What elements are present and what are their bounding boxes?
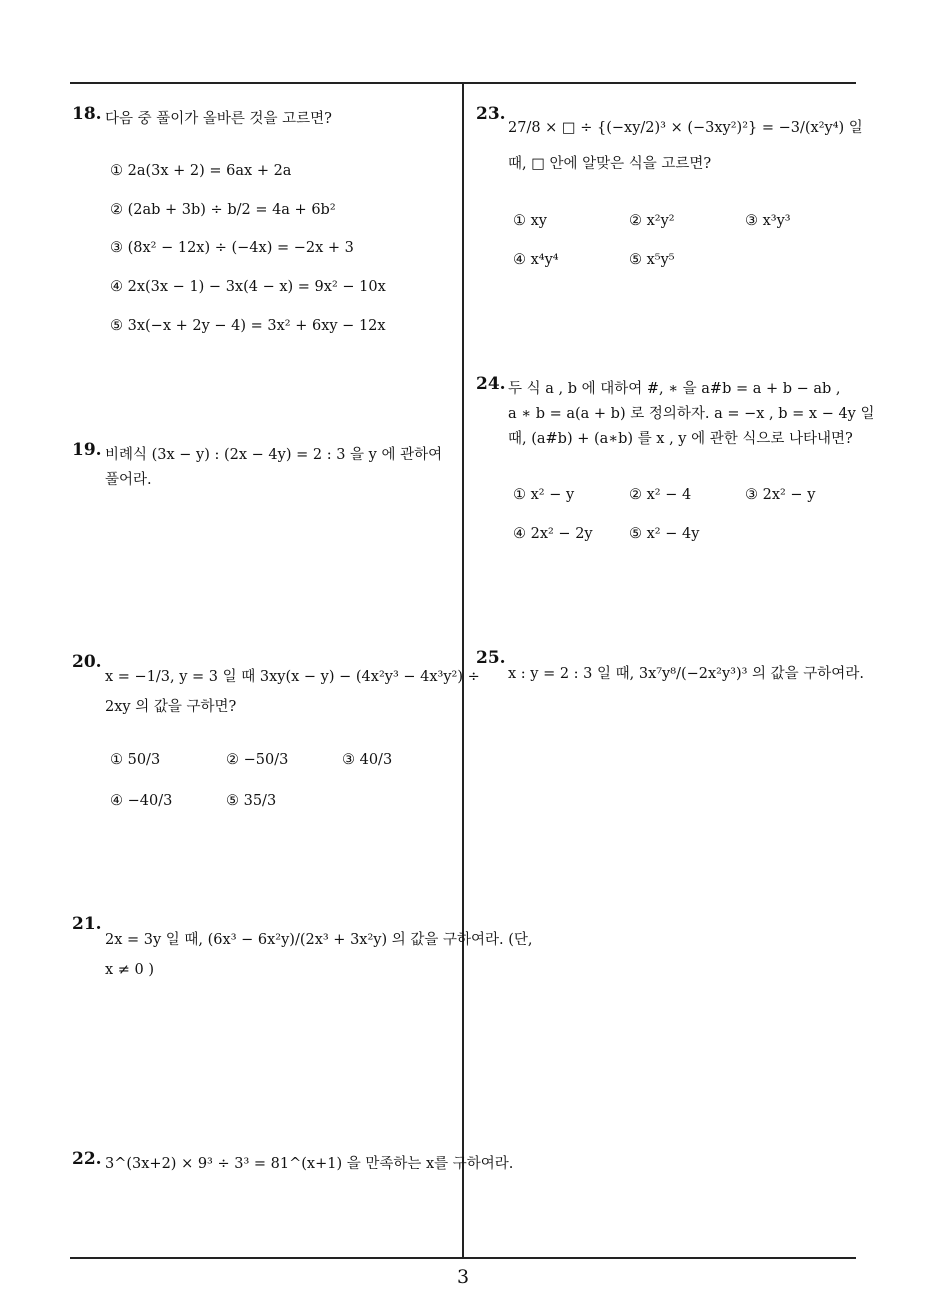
question-line-2: x ≠ 0 )	[105, 962, 155, 978]
question-number: 21.	[72, 914, 102, 934]
question-number: 20.	[72, 652, 102, 672]
question-number: 18.	[72, 104, 102, 124]
option-5: ⑤ 35/3	[226, 793, 277, 809]
question-line-1: 두 식 a , b 에 대하여 #, ∗ 을 a#b = a + b − ab ,	[508, 381, 841, 397]
option-4: ④ −40/3	[110, 793, 173, 809]
page-number: 3	[456, 1266, 470, 1288]
question-text: x : y = 2 : 3 일 때, 3x⁷y⁸/(−2x²y³)³ 의 값을 구하여라.	[508, 666, 864, 682]
option-3: ③ (8x² − 12x) ÷ (−4x) = −2x + 3	[110, 240, 354, 256]
option-2: ② x²y²	[629, 213, 675, 229]
option-3: ③ 2x² − y	[745, 487, 816, 503]
option-1: ① 50/3	[110, 752, 161, 768]
option-4: ④ 2x(3x − 1) − 3x(4 − x) = 9x² − 10x	[110, 279, 386, 295]
option-3: ③ x³y³	[745, 213, 791, 229]
option-1: ① xy	[513, 213, 547, 229]
option-5: ⑤ x⁵y⁵	[629, 252, 675, 268]
question-line-1: x = −1/3, y = 3 일 때 3xy(x − y) − (4x²y³ − 4x³y²) ÷	[105, 669, 480, 685]
option-1: ① 2a(3x + 2) = 6ax + 2a	[110, 163, 292, 179]
question-line-1: 27/8 × □ ÷ {(−xy/2)³ × (−3xy²)²} = −3/(x²y⁴) 일	[508, 120, 863, 136]
option-4: ④ 2x² − 2y	[513, 526, 593, 542]
question-number: 19.	[72, 440, 102, 460]
option-4: ④ x⁴y⁴	[513, 252, 559, 268]
option-1: ① x² − y	[513, 487, 575, 503]
question-line-1: 비례식 (3x − y) : (2x − 4y) = 2 : 3 을 y 에 관하여	[105, 447, 443, 463]
question-line-2: 때, □ 안에 알맞은 식을 고르면?	[508, 156, 712, 172]
option-2: ② −50/3	[226, 752, 289, 768]
question-prompt: 다음 중 풀이가 올바른 것을 고르면?	[105, 111, 332, 127]
question-line-2: 2xy 의 값을 구하면?	[105, 699, 237, 715]
question-number: 23.	[476, 104, 506, 124]
option-5: ⑤ x² − 4y	[629, 526, 700, 542]
question-number: 25.	[476, 648, 506, 668]
question-line-1: 2x = 3y 일 때, (6x³ − 6x²y)/(2x³ + 3x²y) 의 값을 구하여라. (단,	[105, 932, 533, 948]
question-number: 22.	[72, 1149, 102, 1169]
option-3: ③ 40/3	[342, 752, 393, 768]
option-2: ② x² − 4	[629, 487, 692, 503]
question-line-2: 풀어라.	[105, 472, 152, 488]
question-text: 3^(3x+2) × 9³ ÷ 3³ = 81^(x+1) 을 만족하는 x를 구하여라.	[105, 1156, 514, 1172]
bottom-rule	[70, 1257, 856, 1259]
option-5: ⑤ 3x(−x + 2y − 4) = 3x² + 6xy − 12x	[110, 318, 386, 334]
question-line-2: a ∗ b = a(a + b) 로 정의하자. a = −x , b = x − 4y 일	[508, 406, 875, 422]
question-line-3: 때, (a#b) + (a∗b) 를 x , y 에 관한 식으로 나타내면?	[508, 431, 853, 447]
question-number: 24.	[476, 374, 506, 394]
option-2: ② (2ab + 3b) ÷ b/2 = 4a + 6b²	[110, 202, 336, 218]
